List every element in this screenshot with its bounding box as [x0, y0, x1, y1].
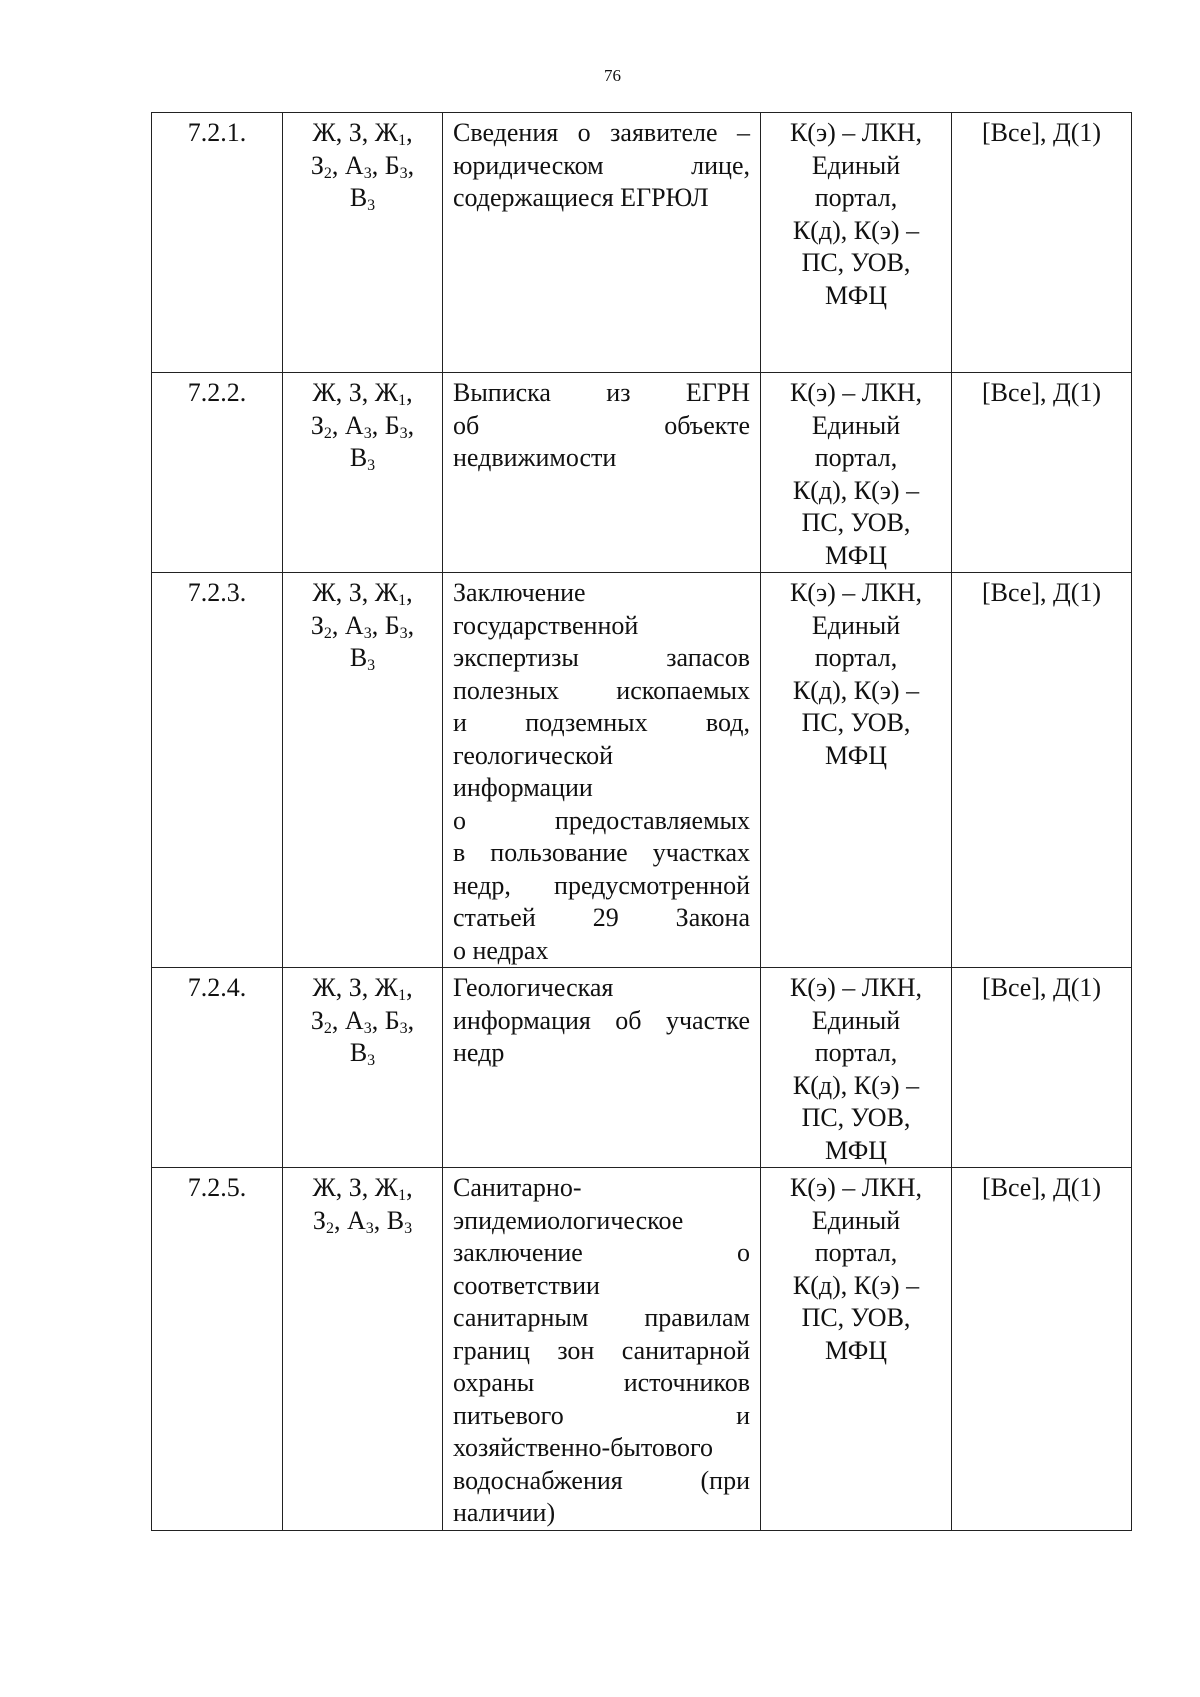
description-line: хозяйственно-бытового [453, 1433, 714, 1462]
category-text: , Б [371, 1005, 400, 1035]
category-text: , А [331, 610, 364, 640]
category-text: З [310, 410, 324, 440]
category-text: , Б [371, 410, 400, 440]
category-text: З [310, 610, 324, 640]
submission-method [761, 1168, 952, 1531]
category-subscript: 3 [363, 1019, 372, 1037]
category-line [293, 182, 432, 215]
category-line [293, 577, 432, 610]
category-subscript: 3 [363, 164, 372, 182]
description-line: наличии) [453, 1498, 556, 1527]
category-text: , [407, 150, 415, 180]
category-line [293, 1005, 432, 1038]
category-text: , А [331, 1005, 364, 1035]
method-line: МФЦ [824, 740, 888, 770]
description-line: Выписка из ЕГРН [453, 378, 750, 407]
category-line [293, 410, 432, 443]
category-line [293, 1172, 432, 1205]
submission-method [761, 573, 952, 968]
method-line: ПС, УОВ, [801, 708, 911, 737]
method-line: К(д), К(э) – [792, 1070, 920, 1100]
category-text: З [310, 1005, 324, 1035]
description-line: питьевого и [453, 1400, 750, 1430]
applicant-categories [283, 373, 443, 573]
method-line: К(э) – ЛКН, [789, 118, 923, 147]
category-subscript: 3 [367, 457, 376, 474]
category-text: В [349, 1038, 368, 1067]
table-body [152, 113, 1132, 1531]
description-line: об объекте [453, 410, 750, 440]
description-line: статьей 29 Закона [453, 903, 750, 932]
category-text: , А [331, 410, 364, 440]
category-text: Ж, З, Ж [312, 378, 399, 407]
category-subscript: 3 [399, 1019, 408, 1037]
category-text: , [407, 610, 415, 640]
description-line: недр, предусмотренной [453, 870, 750, 900]
recipients: [Все], Д(1) [952, 113, 1132, 373]
category-subscript: 1 [398, 132, 407, 149]
item-number: 7.2.2. [152, 373, 283, 573]
category-text: Ж, З, Ж [312, 578, 399, 607]
category-line [293, 1205, 432, 1238]
method-line: МФЦ [824, 1135, 888, 1165]
item-number: 7.2.3. [152, 573, 283, 968]
description-line: юридическом лице, [453, 150, 750, 180]
description-line: в пользование участках [453, 838, 750, 867]
category-line [293, 972, 432, 1005]
submission-method [761, 113, 952, 373]
category-text: , [406, 1173, 413, 1202]
method-line: Единый [811, 150, 901, 180]
table-row [152, 573, 1132, 968]
description-line: и подземных вод, [453, 708, 750, 737]
recipients: [Все], Д(1) [952, 1168, 1132, 1531]
category-text: , В [373, 1205, 405, 1235]
description-line: государственной [453, 610, 639, 640]
method-line: портал, [814, 1238, 898, 1267]
category-subscript: 3 [363, 424, 372, 442]
description-line: недвижимости [453, 443, 617, 472]
method-line: Единый [811, 1205, 901, 1235]
method-line: К(д), К(э) – [792, 1270, 920, 1300]
description-line: недр [453, 1038, 505, 1067]
documents-table [151, 112, 1132, 1531]
description-line: охраны источников [453, 1368, 750, 1397]
document-description [443, 968, 761, 1168]
document-description [443, 573, 761, 968]
method-line: К(э) – ЛКН, [789, 973, 923, 1002]
method-line: Единый [811, 1005, 901, 1035]
category-line [293, 150, 432, 183]
description-line: информация об участке [453, 1005, 750, 1035]
category-text: З [312, 1205, 326, 1235]
category-text: , [406, 578, 413, 607]
category-subscript: 2 [325, 1219, 334, 1237]
category-line [293, 642, 432, 675]
description-line: о недрах [453, 935, 549, 965]
category-text: В [349, 643, 368, 672]
category-subscript: 3 [365, 1219, 374, 1237]
method-line: Единый [811, 410, 901, 440]
method-line: портал, [814, 1038, 898, 1067]
item-number: 7.2.5. [152, 1168, 283, 1531]
category-text: , [407, 1005, 415, 1035]
category-subscript: 2 [323, 624, 332, 642]
category-text: , А [333, 1205, 366, 1235]
category-subscript: 3 [367, 1052, 376, 1069]
category-line [293, 377, 432, 410]
category-subscript: 3 [404, 1219, 413, 1237]
category-text: Ж, З, Ж [312, 1173, 399, 1202]
method-line: К(д), К(э) – [792, 215, 920, 245]
recipients: [Все], Д(1) [952, 968, 1132, 1168]
method-line: К(д), К(э) – [792, 475, 920, 505]
description-line: Сведения о заявителе – [453, 118, 750, 147]
description-line: содержащиеся ЕГРЮЛ [453, 183, 709, 212]
category-text: Ж, З, Ж [312, 973, 399, 1002]
item-number: 7.2.4. [152, 968, 283, 1168]
table-row [152, 373, 1132, 573]
category-subscript: 2 [323, 164, 332, 182]
category-line [293, 610, 432, 643]
description-line: Геологическая [453, 973, 614, 1002]
method-line: портал, [814, 183, 898, 212]
document-description [443, 373, 761, 573]
category-text: В [349, 183, 368, 212]
category-subscript: 1 [398, 592, 407, 609]
category-line [293, 1037, 432, 1070]
method-line: портал, [814, 643, 898, 672]
category-subscript: 2 [323, 424, 332, 442]
description-line: полезных ископаемых [453, 675, 750, 705]
description-line: санитарным правилам [453, 1303, 750, 1332]
submission-method [761, 373, 952, 573]
category-subscript: 1 [398, 987, 407, 1004]
applicant-categories [283, 573, 443, 968]
method-line: МФЦ [824, 280, 888, 310]
category-text: , А [331, 150, 364, 180]
method-line: ПС, УОВ, [801, 508, 911, 537]
category-text: , Б [371, 610, 400, 640]
submission-method [761, 968, 952, 1168]
category-text: , Б [371, 150, 400, 180]
category-text: , [406, 973, 413, 1002]
item-number: 7.2.1. [152, 113, 283, 373]
category-text: В [349, 443, 368, 472]
category-subscript: 3 [367, 657, 376, 674]
description-line: Заключение [453, 578, 586, 607]
description-line: границ зон санитарной [453, 1335, 750, 1365]
category-text: , [406, 378, 413, 407]
method-line: К(д), К(э) – [792, 675, 920, 705]
category-text: Ж, З, Ж [312, 118, 399, 147]
recipients: [Все], Д(1) [952, 573, 1132, 968]
document-description [443, 1168, 761, 1531]
method-line: К(э) – ЛКН, [789, 378, 923, 407]
method-line: К(э) – ЛКН, [789, 578, 923, 607]
category-subscript: 3 [363, 624, 372, 642]
category-subscript: 1 [398, 392, 407, 409]
description-line: эпидемиологическое [453, 1205, 684, 1235]
recipients: [Все], Д(1) [952, 373, 1132, 573]
method-line: портал, [814, 443, 898, 472]
description-line: заключение о [453, 1238, 750, 1267]
category-line [293, 442, 432, 475]
category-subscript: 3 [367, 197, 376, 214]
description-line: геологической [453, 740, 614, 770]
method-line: МФЦ [824, 540, 888, 570]
applicant-categories [283, 1168, 443, 1531]
description-line: экспертизы запасов [453, 643, 750, 672]
category-subscript: 3 [399, 424, 408, 442]
table-row [152, 113, 1132, 373]
method-line: ПС, УОВ, [801, 248, 911, 277]
method-line: ПС, УОВ, [801, 1103, 911, 1132]
category-subscript: 3 [399, 164, 408, 182]
category-text: , [407, 410, 415, 440]
description-line: Санитарно- [453, 1173, 582, 1202]
category-text: , [406, 118, 413, 147]
table-row [152, 968, 1132, 1168]
document-description [443, 113, 761, 373]
description-line: информации [453, 773, 593, 802]
description-line: соответствии [453, 1270, 600, 1300]
page-number: 76 [604, 66, 621, 85]
description-line: водоснабжения (при [453, 1465, 750, 1495]
applicant-categories [283, 968, 443, 1168]
method-line: К(э) – ЛКН, [789, 1173, 923, 1202]
method-line: ПС, УОВ, [801, 1303, 911, 1332]
method-line: Единый [811, 610, 901, 640]
category-text: З [310, 150, 324, 180]
table-row [152, 1168, 1132, 1531]
category-subscript: 3 [399, 624, 408, 642]
category-line [293, 117, 432, 150]
category-subscript: 2 [323, 1019, 332, 1037]
applicant-categories [283, 113, 443, 373]
description-line: о предоставляемых [453, 805, 750, 835]
method-line: МФЦ [824, 1335, 888, 1365]
category-subscript: 1 [398, 1187, 407, 1204]
